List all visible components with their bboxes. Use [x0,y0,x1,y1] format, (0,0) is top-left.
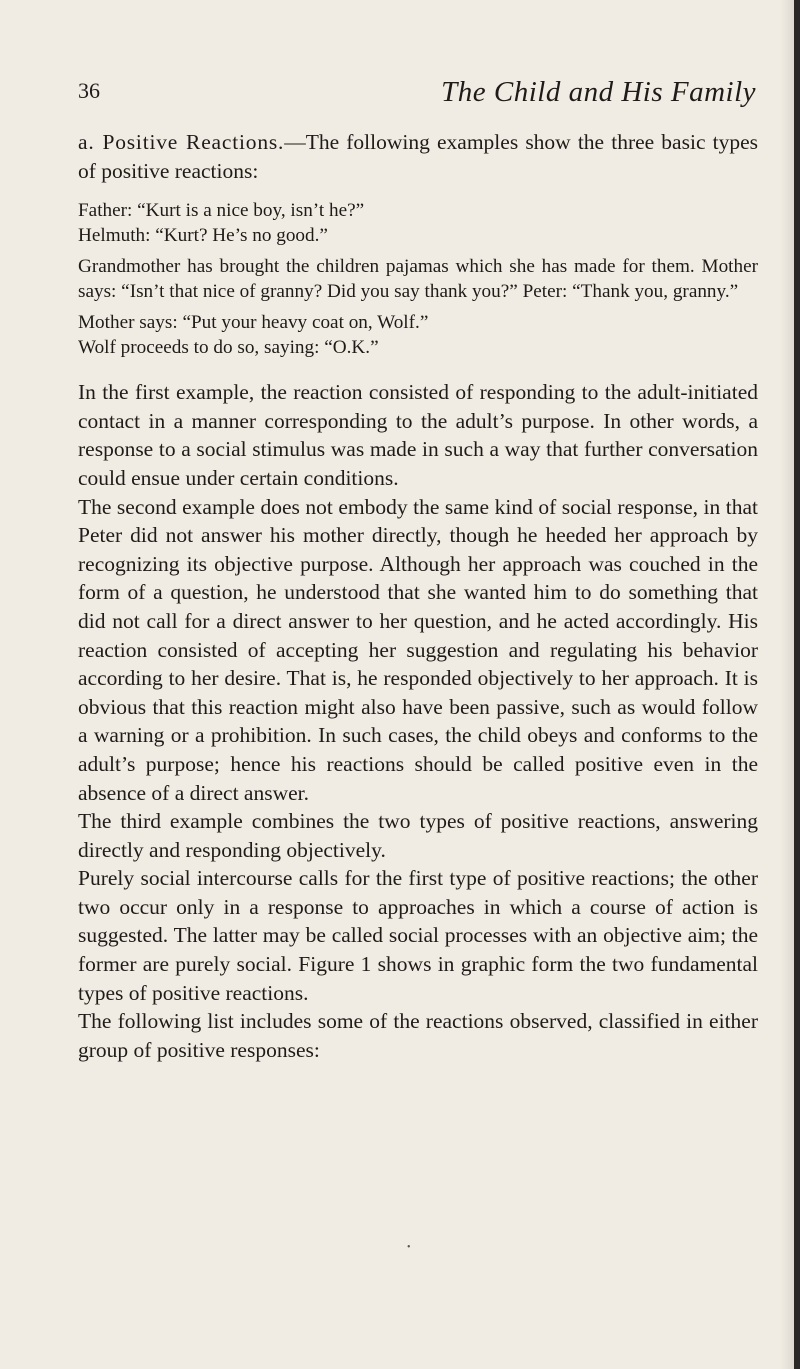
page-edge-shadow [780,0,794,1369]
body-paragraph: Purely social intercourse calls for the first type of positive reactions; the other two occur only in a response to approaches in which a course of action is suggested. The latter may be called social processes with an objective aim; the former are purely social. Figure 1 shows in graphic form the two fundamental types of positive reactions. [78,866,758,1005]
running-header [78,76,756,120]
page-body [78,128,758,1064]
running-title: The Child and His Family [441,76,756,108]
example-line: Wolf proceeds to do so, saying: “O.K.” [78,336,379,358]
example-line: Mother says: “Put your heavy coat on, Wolf.” [78,312,429,334]
section-heading: a. Positive Reactions. [78,130,285,154]
body-paragraph: The third example combines the two types of positive reactions, answering directly and responding objectively. [78,809,758,862]
body-paragraph: The following list includes some of the reactions observed, classified in either group of positive responses: [78,1009,758,1062]
section-intro-text: —The following examples show the three basic types of positive reactions: [78,130,758,183]
page-number: 36 [78,78,100,103]
body-paragraph: The second example does not embody the same kind of social response, in that Peter did not answer his mother directly, though he heeded her approach by recognizing its objective purpose. Although her approach was couched in the form of a question, he understood that she wanted him to do something that did not call for a direct answer to her question, and he acted accordingly. His reaction consisted of accepting her suggestion and regulating his behavior according to her desire. That is, he responded objectively to her approach. It is obvious that this reaction might also have been passive, such as would follow a warning or a prohibition. In such cases, the child obeys and conforms to the adult’s purpose; hence his reactions should be called positive even in the absence of a direct answer. [78,494,758,805]
example-line: Grandmother has brought the children pajamas which she has made for them. Mother says: “Isn’t that nice of granny? Did you say thank you?” Peter: “Thank you, granny.” [78,256,758,302]
page-edge [794,0,800,1369]
body-paragraph: In the first example, the reaction consisted of responding to the adult-initiated contact in a manner corresponding to the adult’s purpose. In other words, a response to a social stimulus was made in such a way that further conversation could ensue under certain conditions. [78,380,758,490]
example-line: Father: “Kurt is a nice boy, isn’t he?” [78,200,365,222]
examples-block [78,199,758,360]
section-intro-paragraph [78,128,758,185]
example-line: Helmuth: “Kurt? He’s no good.” [78,224,328,246]
stray-mark: • [407,1242,411,1253]
